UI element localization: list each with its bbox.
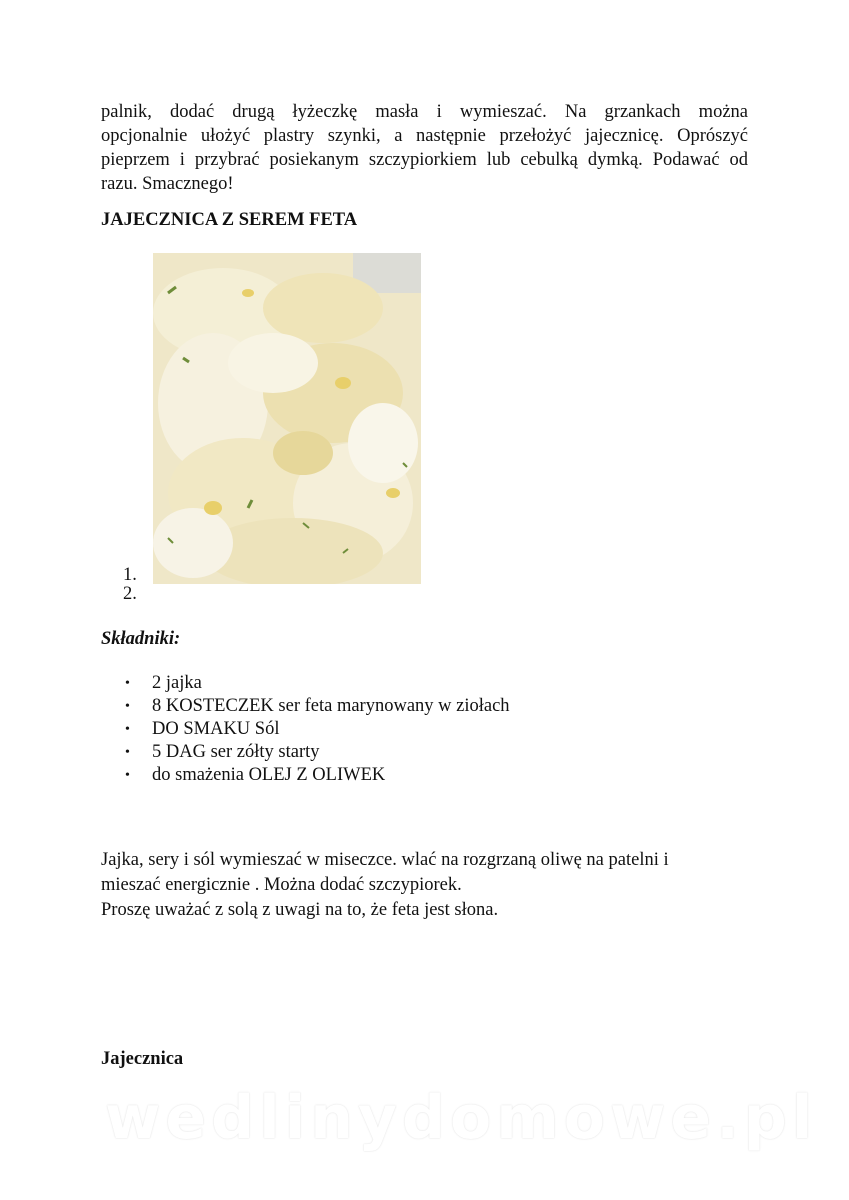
ingredient-item xyxy=(125,764,510,787)
intro-line: palnik, dodać drugą łyżeczkę masła i wymieszać. Na grzankach można xyxy=(101,102,748,122)
intro-line: opcjonalnie ułożyć plastry szynki, a następnie przełożyć jajecznicę. Oprószyć xyxy=(101,126,748,146)
ingredient-item xyxy=(125,672,510,695)
bullet-icon: • xyxy=(125,699,130,714)
method-paragraph xyxy=(101,848,751,923)
list-item: 2. xyxy=(123,584,137,604)
ingredient-text: DO SMAKU Sól xyxy=(152,719,280,739)
method-line: mieszać energicznie . Można dodać szczypiorek. xyxy=(101,875,462,895)
method-line: Proszę uważać z solą z uwagi na to, że feta jest słona. xyxy=(101,900,499,920)
ingredient-text: 8 KOSTECZEK ser feta marynowany w ziołach xyxy=(152,696,510,716)
ingredient-text: 5 DAG ser zółty starty xyxy=(152,742,320,762)
list-item: 1. xyxy=(123,565,137,585)
ingredient-item xyxy=(125,718,510,741)
intro-paragraph xyxy=(101,100,748,196)
bullet-icon: • xyxy=(125,676,130,691)
site-watermark: wedlinydomowe.pl xyxy=(105,1083,818,1153)
intro-line: razu. Smacznego! xyxy=(101,174,234,194)
numbered-list xyxy=(123,566,137,604)
recipe-title: JAJECZNICA Z SEREM FETA xyxy=(101,210,358,230)
ingredient-item xyxy=(125,741,510,764)
ingredient-text: 2 jajka xyxy=(152,673,202,693)
next-recipe-title: Jajecznica xyxy=(101,1049,184,1069)
scrambled-eggs-feta-photo xyxy=(153,253,421,584)
ingredient-item xyxy=(125,695,510,718)
bullet-icon: • xyxy=(125,745,130,760)
bullet-icon: • xyxy=(125,722,130,737)
ingredients-list xyxy=(125,672,510,787)
bullet-icon: • xyxy=(125,768,130,783)
ingredients-heading: Składniki: xyxy=(101,629,181,649)
method-line: Jajka, sery i sól wymieszać w miseczce. wlać na rozgrzaną oliwę na patelni i xyxy=(101,850,669,870)
intro-line: pieprzem i przybrać posiekanym szczypiorkiem lub cebulką dymką. Podawać od xyxy=(101,150,748,170)
ingredient-text: do smażenia OLEJ Z OLIWEK xyxy=(152,765,386,785)
